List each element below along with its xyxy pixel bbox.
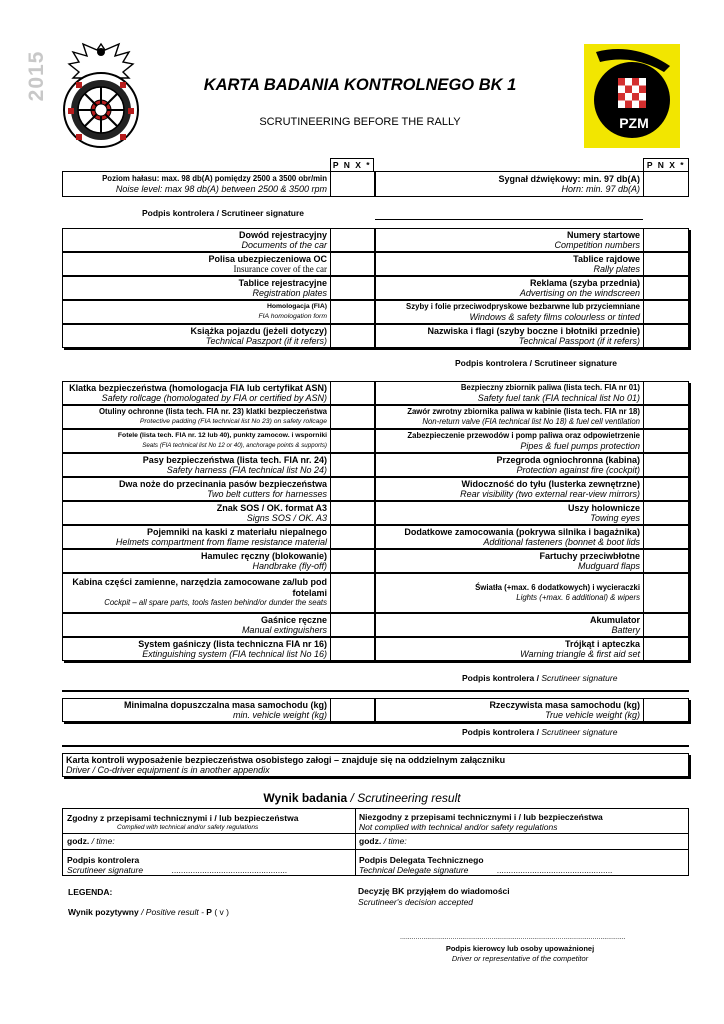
- safety-row-r: Fartuchy przeciwbłotne Mudguard flaps: [375, 549, 689, 573]
- docs-row-r: Numery startowe Competition numbers: [375, 228, 689, 252]
- safety-row-l: Dwa noże do przecinania pasów bezpieczeństwa Two belt cutters for harnesses: [62, 477, 375, 501]
- result-not-complied[interactable]: Niezgodny z przepisami technicznymi i / lub bezpieczeństwa Not complied with technical and/or safety regulations: [359, 812, 603, 832]
- scrutineer-signature-4: Podpis kontrolera / Scrutineer signature: [462, 727, 618, 737]
- safety-checkbox[interactable]: [644, 550, 688, 572]
- time-left[interactable]: godz. / time:: [67, 836, 115, 846]
- safety-checkbox[interactable]: [331, 478, 374, 500]
- signature-line-1[interactable]: [375, 219, 643, 220]
- noise-row-left: Poziom hałasu: max. 98 db(A) pomiędzy 2500 a 3500 obr/min Noise level: max 98 db(A) between 2500 & 3500 rpm: [62, 171, 375, 197]
- safety-checkbox[interactable]: [644, 614, 688, 636]
- pnx-header-left: P N X *: [330, 158, 374, 171]
- min-mass-row: Minimalna dopuszczalna masa samochodu (kg) min. vehicle weight (kg): [62, 698, 375, 722]
- docs-checkbox[interactable]: [644, 277, 688, 299]
- docs-checkbox[interactable]: [331, 325, 374, 347]
- docs-row-r: Tablice rajdowe Rally plates: [375, 252, 689, 276]
- safety-row-l: System gaśniczy (lista techniczna FIA nr 16) Extinguishing system (FIA technical list No 16): [62, 637, 375, 661]
- page-title: KARTA BADANIA KONTROLNEGO BK 1: [203, 76, 517, 94]
- safety-row-r: Akumulator Battery: [375, 613, 689, 637]
- result-box: [62, 808, 689, 876]
- safety-checkbox[interactable]: [331, 574, 374, 612]
- docs-checkbox[interactable]: [331, 229, 374, 251]
- scrutineer-signature-1: Podpis kontrolera / Scrutineer signature: [142, 208, 305, 218]
- time-right[interactable]: godz. / time:: [359, 836, 407, 846]
- safety-row-r: Trójkąt i apteczka Warning triangle & first aid set: [375, 637, 689, 661]
- safety-checkbox[interactable]: [331, 406, 374, 428]
- docs-row-l: Dowód rejestracyjny Documents of the car: [62, 228, 375, 252]
- safety-checkbox[interactable]: [331, 502, 374, 524]
- safety-checkbox[interactable]: [331, 638, 374, 660]
- year-label: 2015: [25, 50, 48, 102]
- safety-row-l: Otuliny ochronne (lista tech. FIA nr. 23) klatki bezpieczeństwa Protective padding (FIA technical list No 23) on safety rollcage: [62, 405, 375, 429]
- safety-row-r: Uszy holownicze Towing eyes: [375, 501, 689, 525]
- safety-row-l: Hamulec ręczny (blokowanie) Handbrake (fly-off): [62, 549, 375, 573]
- safety-checkbox[interactable]: [644, 478, 688, 500]
- safety-checkbox[interactable]: [331, 526, 374, 548]
- docs-row-l: Homologacja (FIA) FIA homologation form: [62, 300, 375, 324]
- noise-row-right: Sygnał dźwiękowy: min. 97 db(A) Horn: min. 97 db(A): [375, 171, 689, 197]
- driver-equipment-row: Karta kontroli wyposażenie bezpieczeństwa osobistego załogi – znajduje się na oddzielnym załączniku Driver / Co-driver equipment is in another appendix: [62, 753, 689, 777]
- decision-accepted: Decyzję BK przyjąłem do wiadomości: [358, 886, 510, 896]
- true-mass-row: Rzeczywista masa samochodu (kg) True vehicle weight (kg): [375, 698, 689, 722]
- safety-checkbox[interactable]: [644, 430, 688, 452]
- safety-row-l: Pasy bezpieczeństwa (lista tech. FIA nr. 24) Safety harness (FIA technical list No 24): [62, 453, 375, 477]
- safety-row-l: Gaśnice ręczne Manual extinguishers: [62, 613, 375, 637]
- divider-line: [62, 690, 689, 692]
- safety-row-r: Bezpieczny zbiornik paliwa (lista tech. FIA nr 01) Safety fuel tank (FIA technical list No 01): [375, 381, 689, 405]
- docs-checkbox[interactable]: [331, 253, 374, 275]
- docs-checkbox[interactable]: [331, 301, 374, 323]
- safety-row-r: Dodatkowe zamocowania (pokrywa silnika i bagażnika) Additional fasteners (bonnet & boot lids: [375, 525, 689, 549]
- docs-row-r: Reklama (szyba przednia) Advertising on the windscreen: [375, 276, 689, 300]
- docs-checkbox[interactable]: [644, 229, 688, 251]
- docs-row-r: Nazwiska i flagi (szyby boczne i błotniki przednie) Technical Passport (if it refers): [375, 324, 689, 348]
- driver-signature-label-en: Driver or representative of the competitor: [451, 954, 589, 963]
- driver-signature-label: Podpis kierowcy lub osoby upoważnionej: [445, 944, 595, 953]
- docs-row-l: Polisa ubezpieczeniowa OC Insurance cover of the car: [62, 252, 375, 276]
- legend-positive: Wynik pozytywny / Positive result - P ( v ): [68, 907, 229, 917]
- safety-checkbox[interactable]: [331, 382, 374, 404]
- docs-row-r: Szyby i folie przeciwodpryskowe bezbarwne lub przyciemniane Windows & safety films colourless or tinted: [375, 300, 689, 324]
- noise-checkbox[interactable]: [331, 172, 374, 196]
- safety-checkbox[interactable]: [644, 382, 688, 404]
- docs-checkbox[interactable]: [644, 301, 688, 323]
- safety-row-r: Światła (+max. 6 dodatkowych) i wycieraczki Lights (+max. 6 additional) & wipers: [375, 573, 689, 613]
- safety-row-r: Zabezpieczenie przewodów i pomp paliwa oraz odpowietrzenie Pipes & fuel pumps protection: [375, 429, 689, 453]
- pnx-header-right: P N X *: [643, 158, 689, 171]
- safety-row-l: Klatka bezpieczeństwa (homologacja FIA lub certyfikat ASN) Safety rollcage (homologated by FIA or certified by ASN): [62, 381, 375, 405]
- safety-checkbox[interactable]: [644, 526, 688, 548]
- pzm-logo-icon: [584, 44, 680, 148]
- safety-row-r: Zawór zwrotny zbiornika paliwa w kabinie (lista tech. FIA nr 18) Non-return valve (FIA technical list No 18) & fuel cell ventilation: [375, 405, 689, 429]
- driver-signature-line[interactable]: ....................................................................................................................: [400, 934, 626, 941]
- docs-checkbox[interactable]: [331, 277, 374, 299]
- docs-row-l: Tablice rejestracyjne Registration plates: [62, 276, 375, 300]
- docs-checkbox[interactable]: [644, 325, 688, 347]
- safety-row-l: Pojemniki na kaski z materiału niepalnego Helmets compartment from flame resistance material: [62, 525, 375, 549]
- result-title: Wynik badania / Scrutineering result: [263, 791, 461, 805]
- safety-row-l: Kabina części zamienne, narzędzia zamocowane za/lub pod fotelami Cockpit – all spare parts, tools fasten behind/or dunder the seats: [62, 573, 375, 613]
- divider-line-2: [62, 745, 689, 747]
- min-mass-input[interactable]: [331, 699, 374, 721]
- legend-title: LEGENDA:: [68, 887, 113, 897]
- safety-checkbox[interactable]: [644, 638, 688, 660]
- scrutineer-signature-2: Podpis kontrolera / Scrutineer signature: [455, 358, 618, 368]
- safety-checkbox[interactable]: [644, 454, 688, 476]
- safety-checkbox[interactable]: [331, 550, 374, 572]
- docs-checkbox[interactable]: [644, 253, 688, 275]
- page-subtitle: SCRUTINEERING BEFORE THE RALLY: [259, 116, 461, 128]
- docs-row-l: Książka pojazdu (jeżeli dotyczy) Technical Paszport (if it refers): [62, 324, 375, 348]
- horn-checkbox[interactable]: [644, 172, 688, 196]
- safety-checkbox[interactable]: [331, 430, 374, 452]
- safety-checkbox[interactable]: [331, 614, 374, 636]
- safety-row-l: Fotele (lista tech. FIA nr. 12 lub 40), punkty zamocow. i wsporniki Seats (FIA technical list No 12 or 40), anchorage points & supports): [62, 429, 375, 453]
- safety-row-l: Znak SOS / OK. format A3 Signs SOS / OK. A3: [62, 501, 375, 525]
- scrutineer-result-signature[interactable]: Podpis kontrolera Scrutineer signature .................................................: [67, 855, 288, 875]
- safety-row-r: Przegroda ogniochronna (kabina) Protection against fire (cockpit): [375, 453, 689, 477]
- safety-checkbox[interactable]: [644, 502, 688, 524]
- safety-checkbox[interactable]: [644, 406, 688, 428]
- scrutineer-signature-3: Podpis kontrolera / Scrutineer signature: [462, 673, 618, 683]
- technical-delegate-signature[interactable]: Podpis Delegata Technicznego Technical Delegate signature .................................................: [359, 855, 613, 875]
- safety-checkbox[interactable]: [331, 454, 374, 476]
- result-complied[interactable]: Zgodny z przepisami technicznymi i / lub bezpieczeństwa Complied with technical and/or safety regulations: [67, 813, 299, 831]
- eagle-wheel-emblem-icon: [58, 38, 144, 150]
- true-mass-input[interactable]: [644, 699, 688, 721]
- safety-row-r: Widoczność do tyłu (lusterka zewnętrzne) Rear visibility (two external rear-view mirrors): [375, 477, 689, 501]
- safety-checkbox[interactable]: [644, 574, 688, 612]
- svg-text:PZM: PZM: [619, 115, 649, 131]
- decision-accepted-en: Scrutineer's decision accepted: [358, 897, 474, 907]
